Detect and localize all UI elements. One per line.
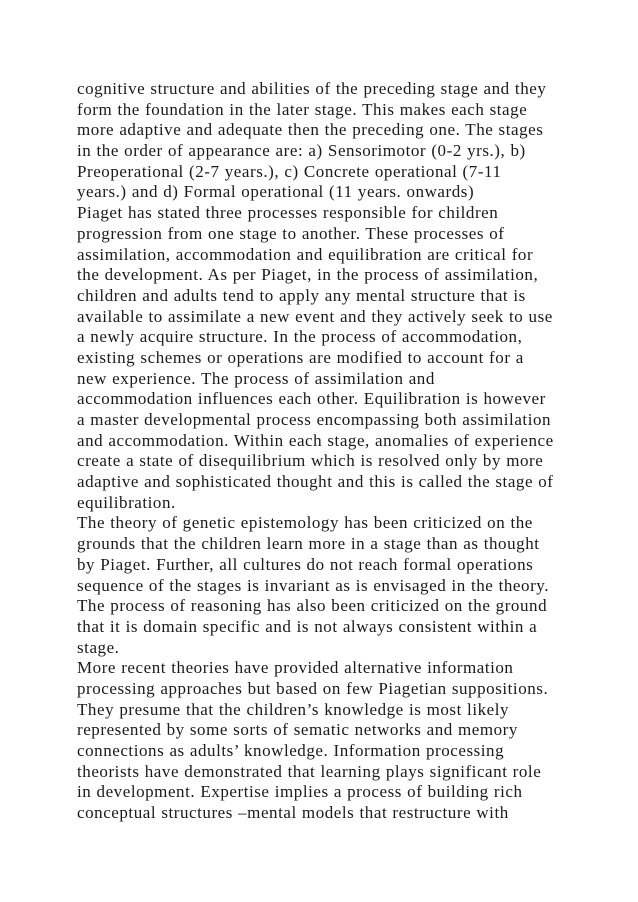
text-line: new experience. The process of assimilation and [77,368,435,388]
text-line: accommodation influences each other. Equilibration is however [77,389,546,409]
text-line: in development. Expertise implies a process of building rich [77,782,523,802]
body-text [77,79,567,824]
text-line: cognitive structure and abilities of the preceding stage and they [77,79,547,98]
text-line: progression from one stage to another. These processes of [77,223,505,243]
text-line: equilibration. [77,492,176,512]
text-line: represented by some sorts of sematic networks and memory [77,720,518,740]
text-line: grounds that the children learn more in a stage than as thought [77,534,540,554]
text-line: adaptive and sophisticated thought and this is called the stage of [77,472,554,492]
text-line: The process of reasoning has also been criticized on the ground [77,596,548,616]
text-line: the development. As per Piaget, in the process of assimilation, [77,265,539,285]
text-line: a master developmental process encompassing both assimilation [77,410,552,429]
text-line: years.) and d) Formal operational (11 years. onwards) [77,182,475,202]
text-line: processing approaches but based on few Piagetian suppositions. [77,678,549,698]
text-line: by Piaget. Further, all cultures do not reach formal operations [77,554,534,574]
text-line: theorists have demonstrated that learning plays significant role [77,761,542,781]
text-line: a newly acquire structure. In the process of accommodation, [77,327,523,347]
text-line: existing schemes or operations are modified to account for a [77,347,524,367]
text-line: form the foundation in the later stage. This makes each stage [77,99,528,119]
text-line: create a state of disequilibrium which is resolved only by more [77,451,544,471]
text-line: Preoperational (2-7 years.), c) Concrete operational (7-11 [77,161,502,181]
text-line: that it is domain specific and is not always consistent within a [77,616,538,636]
text-line: stage. [77,637,120,657]
text-line: and accommodation. Within each stage, anomalies of experience [77,430,554,450]
text-line: assimilation, accommodation and equilibration are critical for [77,244,534,264]
text-line: children and adults tend to apply any mental structure that is [77,285,526,305]
text-line: connections as adults’ knowledge. Information processing [77,741,505,760]
text-line: in the order of appearance are: a) Sensorimotor (0-2 yrs.), b) [77,141,526,161]
text-line: The theory of genetic epistemology has been criticized on the [77,513,533,533]
text-line: more adaptive and adequate then the preceding one. The stages [77,120,544,140]
text-line: conceptual structures –mental models that restructure with [77,803,509,823]
text-line: Piaget has stated three processes responsible for children [77,203,499,223]
text-line: They presume that the children’s knowledge is most likely [77,699,510,719]
text-line: More recent theories have provided alternative information [77,658,514,678]
text-line: sequence of the stages is invariant as is envisaged in the theory. [77,575,550,595]
text-line: available to assimilate a new event and they actively seek to use [77,306,553,326]
